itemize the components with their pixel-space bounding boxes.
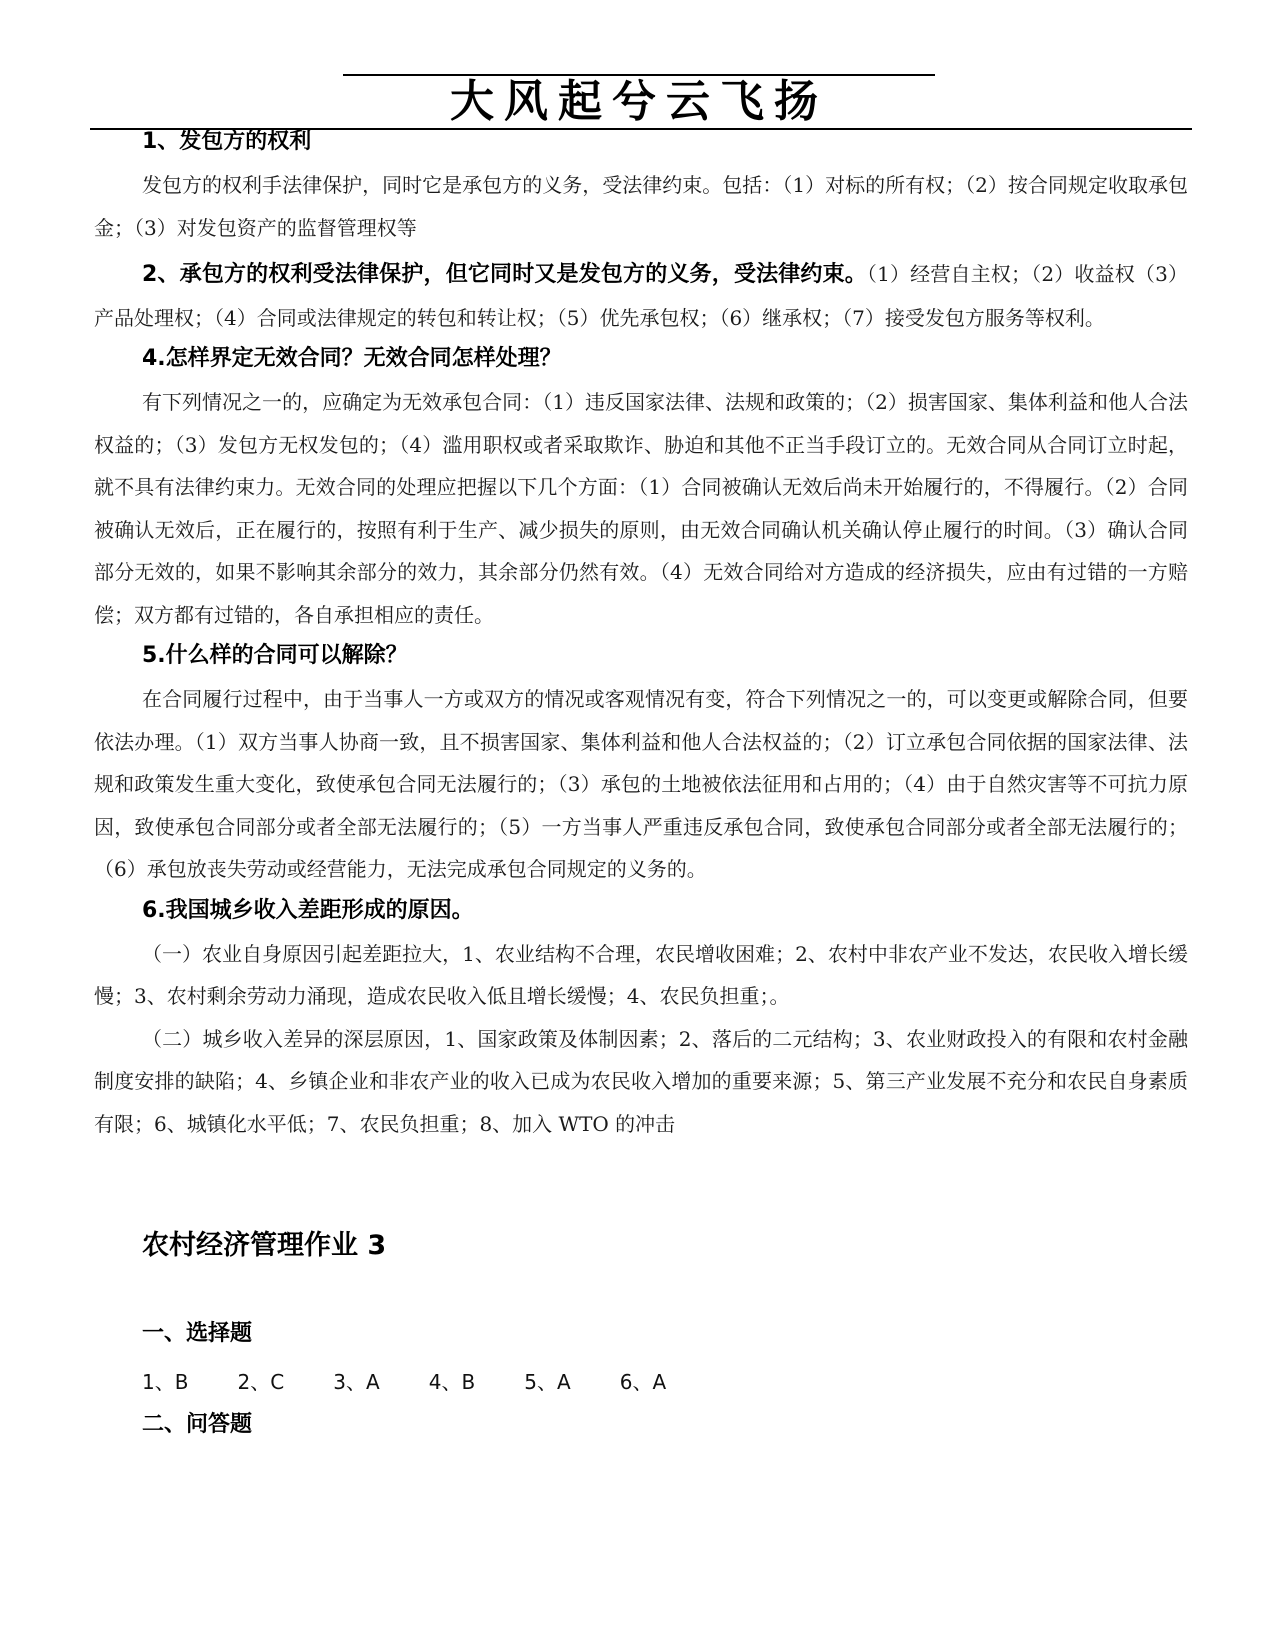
section2-paragraph (94, 253, 1188, 339)
part1-heading: 一、选择题 (142, 1321, 253, 1346)
header-banner: 大风起兮云飞扬 (450, 76, 828, 127)
section2-lead: 2、承包方的权利受法律保护，但它同时又是发包方的义务，受法律约束。 (142, 262, 867, 287)
section1-heading: 1、发包方的权利 (142, 129, 312, 154)
assignment-title: 农村经济管理作业 3 (142, 1230, 387, 1261)
section6-para1: （一）农业自身原因引起差距拉大，1、农业结构不合理，农民增收困难；2、农村中非农产业不发达，农民收入增长缓慢；3、农村剩余劳动力涌现，造成农民收入低且增长缓慢；4、农民负担重；。 (94, 941, 1188, 1008)
document-body (94, 128, 1188, 1439)
section6-heading: 6.我国城乡收入差距形成的原因。 (142, 897, 474, 923)
section5-body: 在合同履行过程中，由于当事人一方或双方的情况或客观情况有变，符合下列情况之一的，可以变更或解除合同，但要依法办理。（1）双方当事人协商一致，且不损害国家、集体利益和他人合法权益的；（2）订立承包合同依据的国家法律、法规和政策发生重大变化，致使承包合同无法履行的；（3）承包的土地被依法征用和占用的；（4）由于自然灾害等不可抗力原因，致使承包合同部分或者全部无法履行的；（5）一方当事人严重违反承包合同，致使承包合同部分或者全部无法履行的；（6）承包放丧失劳动或经营能力，无法完成承包合同规定的义务的。 (94, 687, 1188, 881)
part2-heading: 二、问答题 (142, 1412, 253, 1437)
section1-body: 发包方的权利手法律保护，同时它是承包方的义务，受法律约束。包括：（1）对标的所有权；（2）按合同规定收取承包金；（3）对发包资产的监督管理权等 (94, 173, 1188, 240)
section6-para2: （二）城乡收入差异的深层原因，1、国家政策及体制因素；2、落后的二元结构；3、农业财政投入的有限和农村金融制度安排的缺陷；4、乡镇企业和非农产业的收入已成为农民收入增加的重要来源；5、第三产业发展不充分和农民自身素质有限；6、城镇化水平低；7、农民负担重；8、加入 WTO 的冲击 (94, 1026, 1188, 1136)
section4-body: 有下列情况之一的，应确定为无效承包合同：（1）违反国家法律、法规和政策的；（2）损害国家、集体利益和他人合法权益的；（3）发包方无权发包的；（4）滥用职权或者采取欺诈、胁迫和其他不正当手段订立的。无效合同从合同订立时起，就不具有法律约束力。无效合同的处理应把握以下几个方面：（1）合同被确认无效后尚未开始履行的，不得履行。（2）合同被确认无效后，正在履行的，按照有利于生产、减少损失的原则，由无效合同确认机关确认停止履行的时间。（3）确认合同部分无效的，如果不影响其余部分的效力，其余部分仍然有效。（4）无效合同给对方造成的经济损失，应由有过错的一方赔偿；双方都有过错的，各自承担相应的责任。 (94, 390, 1188, 627)
section5-heading: 5.什么样的合同可以解除？ (142, 643, 408, 668)
answer-list: 1、B 2、C 3、A 4、B 5、A 6、A (142, 1370, 667, 1394)
section4-heading: 4.怎样界定无效合同？无效合同怎样处理？ (142, 346, 562, 371)
section2-body: （1）经营自主权；（2）收益权（3）产品处理权；（4）合同或法律规定的转包和转让权；（5）优先承包权；（6）继承权；（7）接受发包方服务等权利。 (94, 262, 1188, 330)
